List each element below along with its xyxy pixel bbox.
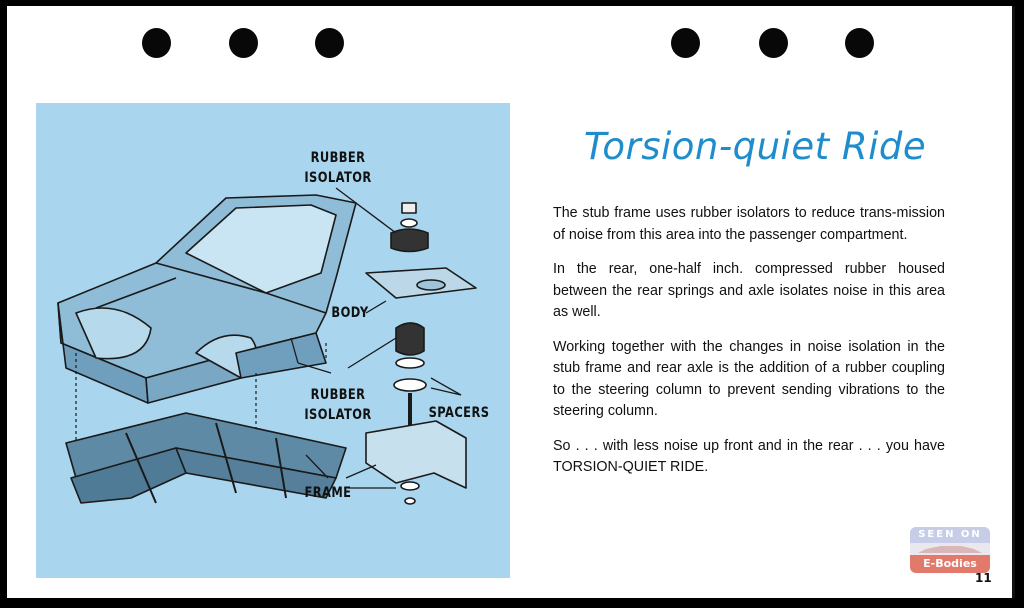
car-body-shell (58, 195, 356, 403)
label-line: ISOLATOR (304, 407, 372, 423)
label-rubber-isolator-mid (297, 385, 379, 425)
paragraph: Working together with the changes in noise isolation in the stub frame and rear axle is the addition of a rubber coupling to the steering column to prevent sending vibrations to the steering column. (553, 338, 945, 419)
binder-hole (229, 28, 258, 58)
binder-hole (142, 28, 171, 58)
label-body (325, 303, 374, 323)
label-line: BODY (331, 305, 369, 321)
isolator-stack (366, 203, 476, 504)
label-line: RUBBER (310, 387, 366, 403)
watermark-bottom-text: E-Bodies (910, 555, 990, 573)
paragraph: In the rear, one-half inch. compressed rubber housed between the rear springs and axle isolates noise in this area as well. (553, 261, 945, 320)
article-body (553, 203, 945, 492)
label-frame (303, 483, 352, 503)
car-silhouette-icon (916, 544, 984, 554)
binder-hole (671, 28, 700, 58)
paragraph: So . . . with less noise up front and in the rear . . . you have TORSION-QUIET RIDE. (553, 437, 945, 475)
paragraph: The stub frame uses rubber isolators to reduce trans-mission of noise from this area into the passenger compartment. (553, 205, 945, 243)
label-line: SPACERS (428, 405, 490, 421)
label-line: RUBBER (310, 150, 366, 166)
exploded-frame-illustration (36, 103, 510, 578)
label-line: FRAME (304, 485, 352, 501)
article-title: Torsion-quiet Ride (583, 125, 927, 168)
binder-hole (845, 28, 874, 58)
label-spacers (422, 403, 496, 423)
chassis-diagram (36, 103, 510, 578)
label-rubber-isolator-top (297, 148, 379, 188)
binder-hole (315, 28, 344, 58)
binder-hole (759, 28, 788, 58)
page-number: 11 (975, 571, 992, 585)
seen-on-ebodies-watermark (910, 527, 990, 573)
label-line: ISOLATOR (304, 170, 372, 186)
watermark-top-text: SEEN ON (910, 527, 990, 543)
